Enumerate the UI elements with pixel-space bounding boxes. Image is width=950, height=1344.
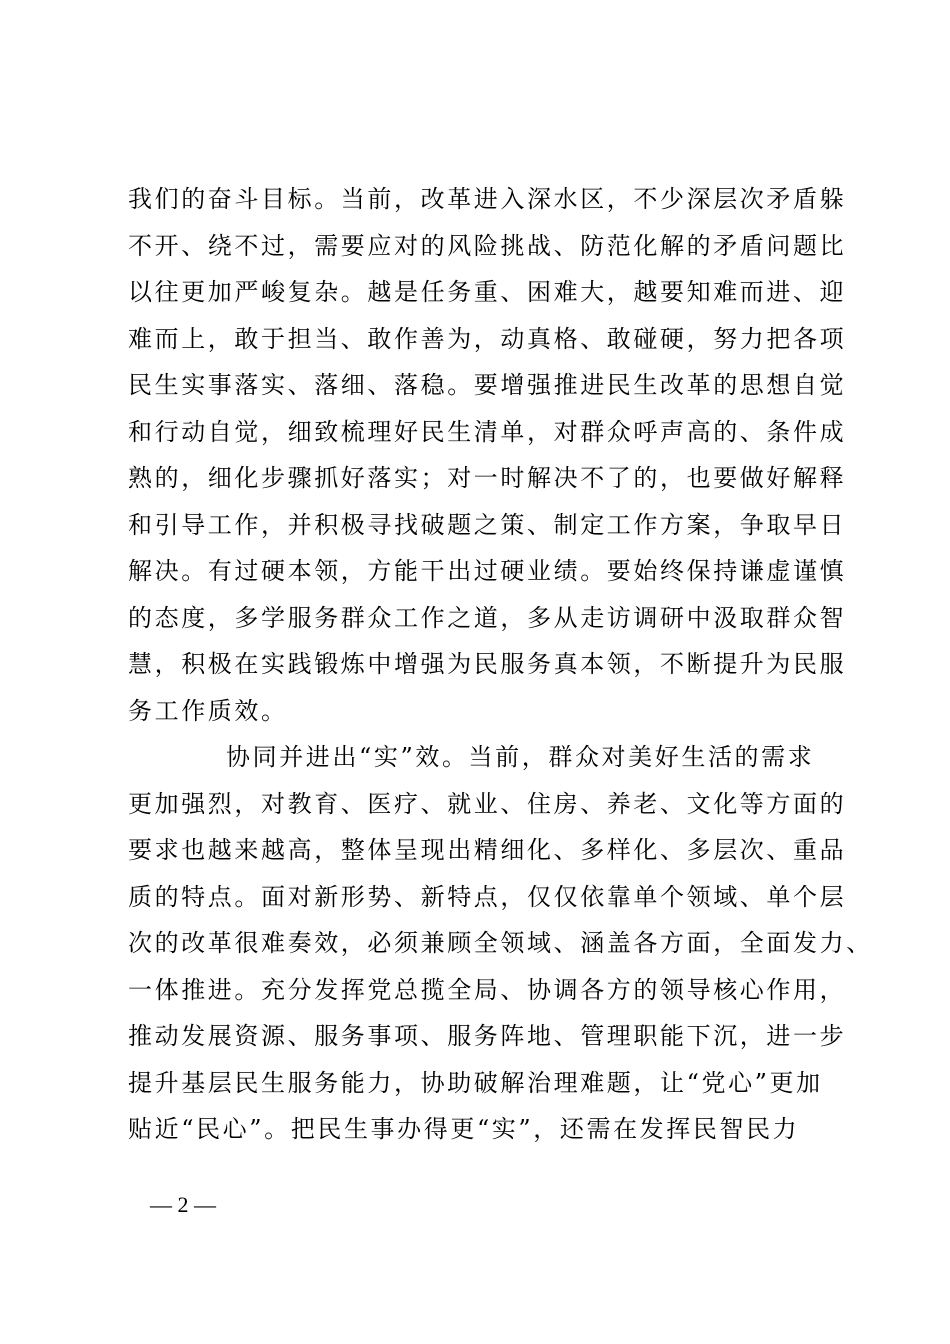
- text-line: 慧，积极在实践锻炼中增强为民服务真本领，不断提升为民服: [128, 650, 847, 678]
- text-line: 难而上，敢于担当、敢作善为，动真格、敢碰硬，努力把各项: [128, 324, 847, 353]
- text-line: 不开、绕不过，需要应对的风险挑战、防范化解的矛盾问题比: [128, 231, 847, 260]
- text-line: 要求也越来越高，整体呈现出精细化、多样化、多层次、重品: [128, 836, 847, 864]
- text-line: 熟的，细化步骤抓好落实；对一时解决不了的，也要做好解释: [128, 464, 847, 492]
- text-line: 解决。有过硬本领，方能干出过硬业绩。要始终保持谦虚谨慎: [128, 557, 847, 585]
- text-line: 的态度，多学服务群众工作之道，多从走访调研中汲取群众智: [128, 603, 847, 632]
- text-line: 更加强烈，对教育、医疗、就业、住房、养老、文化等方面的: [128, 789, 847, 818]
- page-number: — 2 —: [150, 1192, 216, 1217]
- text-line: 质的特点。面对新形势、新特点，仅仅依靠单个领域、单个层: [128, 882, 847, 911]
- text-line: 和引导工作，并积极寻找破题之策、制定工作方案，争取早日: [128, 510, 847, 539]
- text-line: 以往更加严峻复杂。越是任务重、困难大，越要知难而进、迎: [128, 278, 847, 306]
- body-text: [128, 176, 873, 1153]
- text-line: 提升基层民生服务能力，协助破解治理难题，让“党心”更加: [128, 1068, 823, 1097]
- text-line: 我们的奋斗目标。当前，改革进入深水区，不少深层次矛盾躲: [128, 185, 847, 213]
- text-line: 务工作质效。: [128, 696, 288, 725]
- text-line: 贴近“民心”。把民生事办得更“实”，还需在发挥民智民力: [128, 1115, 800, 1143]
- paragraph-heading-line: 协同并进出“实”效。当前，群众对美好生活的需求: [226, 743, 815, 771]
- text-line: 推动发展资源、服务事项、服务阵地、管理职能下沉，进一步: [128, 1022, 847, 1050]
- text-line: 民生实事落实、落细、落稳。要增强推进民生改革的思想自觉: [128, 371, 847, 399]
- text-line: 和行动自觉，细致梳理好民生清单，对群众呼声高的、条件成: [128, 417, 847, 446]
- text-line: 次的改革很难奏效，必须兼顾全领域、涵盖各方面，全面发力、: [128, 929, 873, 957]
- text-line: 一体推进。充分发挥党总揽全局、协调各方的领导核心作用，: [128, 975, 847, 1004]
